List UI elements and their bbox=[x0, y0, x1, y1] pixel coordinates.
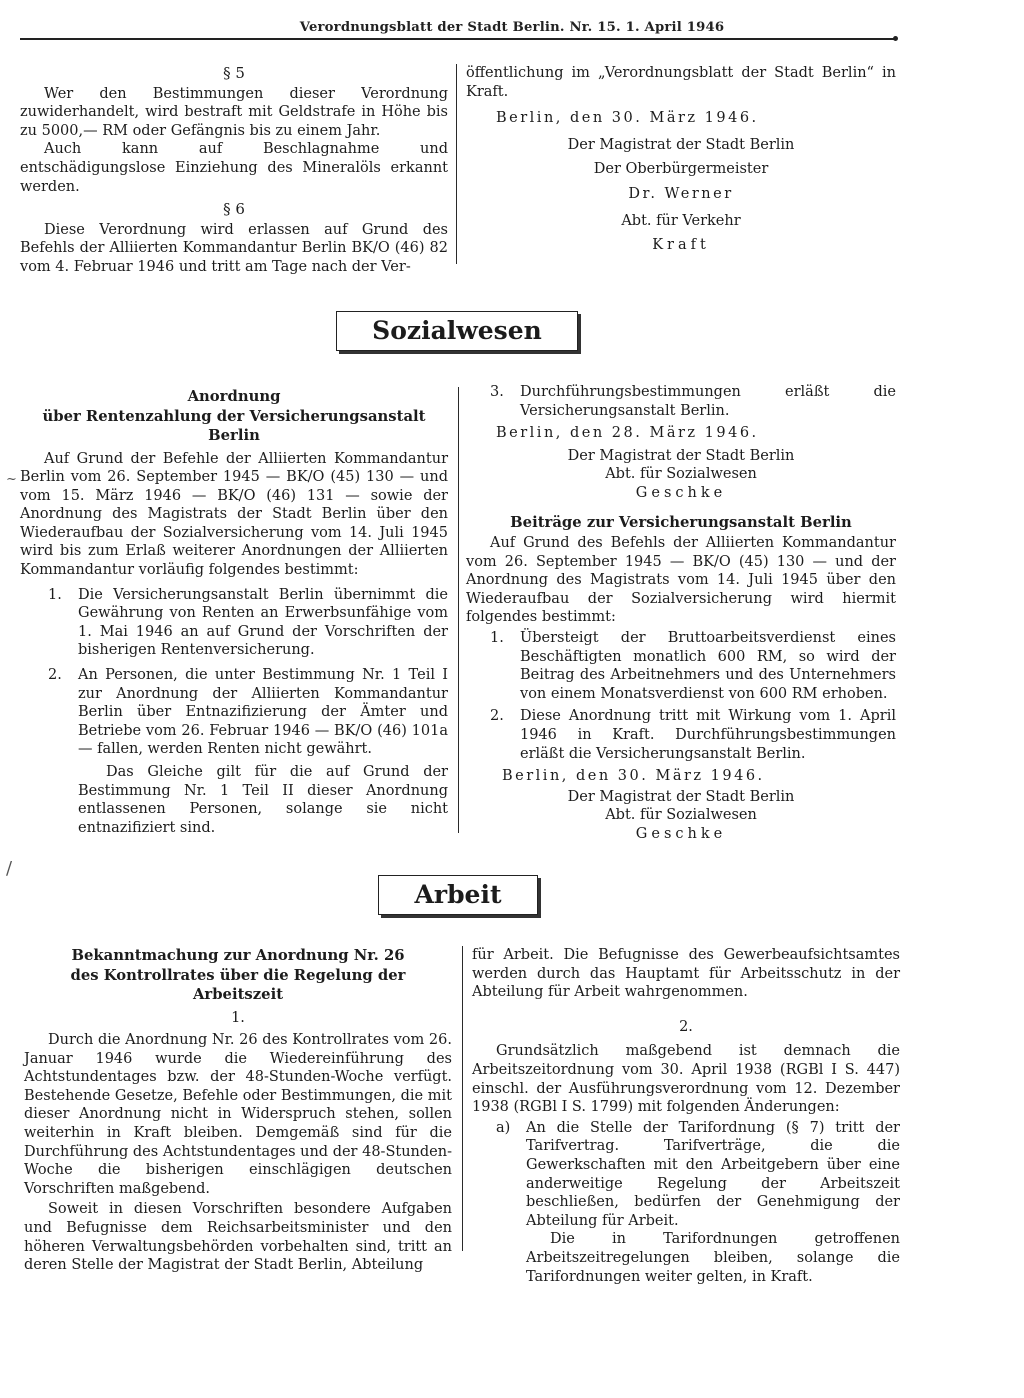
signature-magistrat: Der Magistrat der Stadt Berlin bbox=[567, 136, 795, 153]
top-right-column bbox=[466, 64, 896, 255]
signature-kraft: Kraft bbox=[652, 237, 710, 254]
article-paragraph: Grundsätzlich maßgebend ist demnach die Arbeitszeitordnung vom 30. April 1938 (RGBl I S. 447) einschl. der Ausführungsverordnung vom 12. Dezember 1938 (RGBl I S. 1799) mit folgenden Änderungen: bbox=[472, 1043, 900, 1116]
section-title-box bbox=[336, 311, 578, 351]
list-item bbox=[490, 707, 896, 763]
scan-mark: / bbox=[6, 858, 13, 879]
signature-department: Abt. für Sozialwesen bbox=[605, 466, 757, 483]
signature-name: Dr. Werner bbox=[628, 185, 734, 202]
section-title-box bbox=[378, 875, 538, 915]
paragraph-5-text-2: Auch kann auf Beschlagnahme und entschädigungslose Einziehung des Mineralöls erkannt werden. bbox=[20, 141, 448, 195]
note-paragraph: Das Gleiche gilt für die auf Grund der Bestimmung Nr. 1 Teil II dieser Anordnung entlassenen Personen, solange sie nicht entnazifiziert sind. bbox=[78, 764, 448, 836]
arbeit-left-column bbox=[24, 946, 452, 1275]
article-heading: Bekanntmachung zur Anordnung Nr. 26 bbox=[71, 947, 405, 964]
item-number: 2. bbox=[48, 667, 62, 684]
article-intro: Auf Grund des Befehls der Alliierten Kommandantur vom 26. September 1945 — BK/O (45) 130 — und der Anordnung des Magistrats vom 14. Juli 1945 über den Wiederaufbau der Sozialversicherung wird hiermit folgendes bestimmt: bbox=[466, 535, 896, 626]
item-number: 1. bbox=[490, 630, 504, 647]
signature-department: Abt. für Verkehr bbox=[621, 212, 741, 229]
article-paragraph: Soweit in diesen Vorschriften besondere Aufgaben und Befugnisse dem Reichsarbeitsminister und den höheren Verwaltungsbehörden vorbehalten sind, tritt an deren Stelle der Magistrat der Stadt Berlin, Abteilung bbox=[24, 1201, 452, 1274]
item-text-continued: Die in Tarifordnungen getroffenen Arbeitszeitregelungen bleiben, solange die Tarifordnungen weiter gelten, in Kraft. bbox=[526, 1231, 900, 1285]
provision-list-continued bbox=[466, 383, 896, 420]
section-number: 1. bbox=[231, 1009, 245, 1026]
date-line: Berlin, den 30. März 1946. bbox=[502, 768, 765, 785]
list-item bbox=[490, 629, 896, 703]
column-divider-bottom bbox=[462, 946, 463, 1251]
item-text: Diese Anordnung tritt mit Wirkung vom 1. April 1946 in Kraft. Durchführungsbestimmungen erläßt die Versicherungsanstalt Berlin. bbox=[520, 708, 896, 762]
article-heading: Beiträge zur Versicherungsanstalt Berlin bbox=[510, 513, 852, 531]
column-divider-top bbox=[456, 64, 457, 264]
paragraph-5-text: Wer den Bestimmungen dieser Verordnung zuwiderhandelt, wird bestraft mit Geldstrafe in Höhe bis zu 5000,— RM oder Gefängnis bis zu einem Jahr. bbox=[20, 85, 448, 139]
article-subheading: über Rentenzahlung der Versicherungsanstalt Berlin bbox=[42, 407, 426, 444]
paragraph-5-title: § 5 bbox=[223, 64, 245, 82]
item-text: An Personen, die unter Bestimmung Nr. 1 Teil I zur Anordnung der Alliierten Kommandantur Berlin über Entnazifizierung der Ämter und Betriebe vom 26. Februar 1946 — BK/O (46) 101a — fallen, werden Renten nicht gewährt. bbox=[78, 667, 448, 758]
section-title: Sozialwesen bbox=[372, 316, 542, 345]
header-rule bbox=[20, 38, 894, 40]
item-number: 3. bbox=[490, 384, 504, 400]
item-number: 2. bbox=[490, 708, 504, 725]
signature-department: Abt. für Sozialwesen bbox=[605, 807, 757, 824]
continuation-text: öffentlichung im „Verordnungsblatt der Stadt Berlin“ in Kraft. bbox=[466, 65, 896, 100]
list-item bbox=[496, 1119, 900, 1286]
list-item bbox=[490, 383, 896, 420]
running-header: Verordnungsblatt der Stadt Berlin. Nr. 15. 1. April 1946 bbox=[299, 20, 725, 35]
list-item bbox=[48, 666, 448, 759]
continuation-text: für Arbeit. Die Befugnisse des Gewerbeaufsichtsamtes werden durch das Hauptamt für Arbeitsschutz in der Abteilung für Arbeit wahrgenommen. bbox=[472, 947, 900, 1001]
item-text: Durchführungsbestimmungen erläßt die Versicherungsanstalt Berlin. bbox=[520, 384, 896, 419]
article-heading: Anordnung bbox=[187, 388, 281, 405]
item-number: 1. bbox=[48, 586, 62, 603]
section-number: 2. bbox=[679, 1018, 693, 1035]
signature-name: Geschke bbox=[635, 484, 727, 501]
top-left-column bbox=[20, 64, 448, 277]
signature-mayor-title: Der Oberbürgermeister bbox=[593, 161, 769, 178]
article-subheading: des Kontrollrates über die Regelung der Arbeitszeit bbox=[70, 966, 406, 1003]
column-divider-middle bbox=[458, 387, 459, 833]
sozial-right-column bbox=[466, 383, 896, 844]
signature-magistrat: Der Magistrat der Stadt Berlin bbox=[567, 788, 795, 805]
arbeit-right-column bbox=[472, 946, 900, 1290]
article-paragraph: Durch die Anordnung Nr. 26 des Kontrollrates vom 26. Januar 1946 wurde die Wiedereinführung des Achtstundentages bzw. der 48-Stunden-Woche verfügt. Bestehende Gesetze, Befehle oder Bestimmungen, die mit dieser Anordnung nicht in Widerspruch stehen, sollen weiterhin in Kraft bleiben. Demgemäß sind für die Durchführung des Achtstundentages und der 48-Stunden-Woche die bisherigen einschlägigen deutschen Vorschriften maßgebend. bbox=[24, 1032, 452, 1197]
item-text: An die Stelle der Tarifordnung (§ 7) tritt der Tarifvertrag. Tarifverträge, die die Gewerkschaften mit den Arbeitgebern über eine anderweitige Regelung der Arbeitszeit beschließen, bedürfen der Genehmigung der Abteilung für Arbeit. bbox=[526, 1119, 900, 1229]
signature-magistrat: Der Magistrat der Stadt Berlin bbox=[567, 447, 795, 464]
section-title: Arbeit bbox=[414, 880, 502, 909]
provision-list bbox=[20, 586, 448, 759]
amendment-list bbox=[472, 1119, 900, 1286]
date-line: Berlin, den 28. März 1946. bbox=[496, 425, 759, 442]
paragraph-6-text: Diese Verordnung wird erlassen auf Grund des Befehls der Alliierten Kommandantur Berlin BK/O (46) 82 vom 4. Februar 1946 und tritt am Tage nach der Ver- bbox=[20, 221, 448, 275]
paragraph-6-title: § 6 bbox=[223, 200, 245, 219]
signature-name: Geschke bbox=[635, 825, 727, 842]
date-line: Berlin, den 30. März 1946. bbox=[496, 110, 759, 127]
item-text: Die Versicherungsanstalt Berlin übernimmt die Gewährung von Renten an Erwerbsunfähige vom 1. Mai 1946 an auf Grund der Vorschriften der bisherigen Rentenversicherung. bbox=[78, 586, 448, 659]
item-label: a) bbox=[496, 1119, 511, 1136]
provision-list bbox=[466, 629, 896, 763]
scan-mark: ~ bbox=[6, 472, 17, 487]
article-intro: Auf Grund der Befehle der Alliierten Kommandantur Berlin vom 26. September 1945 — BK/O (45) 130 — und vom 15. März 1946 — BK/O (46) 131 — sowie der Anordnung des Magistrats der Stadt Berlin über den Wiederaufbau der Sozialversicherung vom 14. Juli 1945 wird bis zum Erlaß weiterer Anordnungen der Alliierten Kommandantur vorläufig folgendes bestimmt: bbox=[20, 450, 448, 579]
list-item bbox=[48, 586, 448, 660]
sozial-left-column bbox=[20, 387, 448, 837]
item-text: Übersteigt der Bruttoarbeitsverdienst eines Beschäftigten monatlich 600 RM, so wird der Beitrag des Arbeitnehmers und des Unternehmers von einem Monatsverdienst von 600 RM erhoben. bbox=[520, 630, 896, 702]
